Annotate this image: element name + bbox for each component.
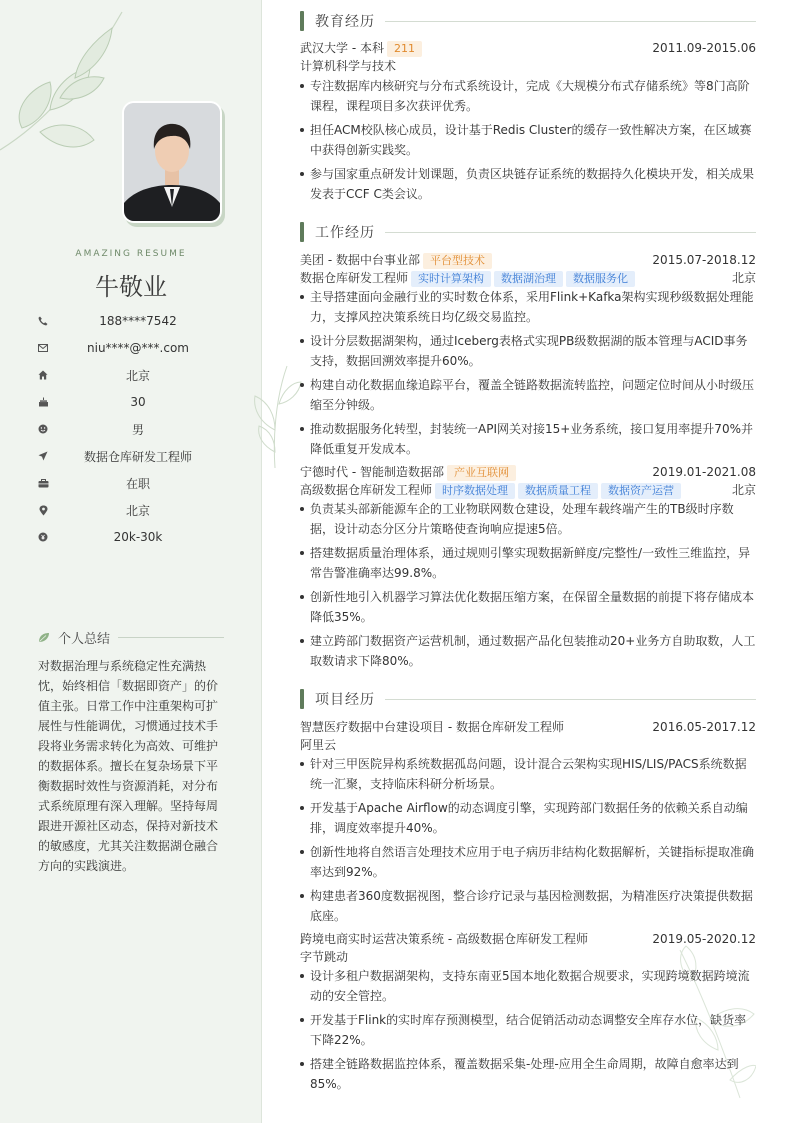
- education-section-header: [300, 11, 756, 31]
- section-divider: [385, 21, 756, 22]
- home-icon: [36, 368, 50, 382]
- job-bullet: 创新性地引入机器学习算法优化数据压缩方案，在保留全量数据的前提下将存储成本降低35%。: [300, 587, 756, 627]
- send-icon: [36, 449, 50, 463]
- project-bullet: 搭建全链路数据监控体系，覆盖数据采集-处理-应用全生命周期，故障自愈率达到85%。: [300, 1054, 756, 1094]
- info-email: [36, 339, 226, 357]
- info-phone: [36, 312, 226, 330]
- education-title: 教育经历: [315, 14, 375, 30]
- info-status: [36, 474, 226, 492]
- job-bullet: 负责某头部新能源车企的工业物联网数仓建设，处理车载终端产生的TB级时序数据，设计动态分区分片策略使查询响应提速5倍。: [300, 499, 756, 539]
- city-text: 北京: [125, 503, 150, 518]
- company-tag: 平台型技术: [423, 253, 492, 269]
- job-location: 北京: [731, 483, 756, 497]
- info-position: [36, 447, 226, 465]
- job-role-row: [300, 481, 756, 499]
- info-home: [36, 366, 226, 384]
- education-major: 计算机科学与技术: [300, 59, 397, 73]
- project-bullet: 开发基于Flink的实时库存预测模型，结合促销活动动态调整安全库存水位，缺货率下降22%。: [300, 1010, 756, 1050]
- cake-icon: [36, 395, 50, 409]
- project-bullet: 设计多租户数据湖架构，支持东南亚5国本地化数据合规要求，实现跨境数据跨境流动的安全管控。: [300, 966, 756, 1006]
- job-location: 北京: [731, 271, 756, 285]
- project-name: 智慧医疗数据中台建设项目 - 数据仓库研发工程师: [300, 720, 564, 734]
- candidate-name: 牛敬业: [95, 273, 167, 301]
- age-text: 30: [130, 395, 146, 409]
- school-tag: 211: [387, 41, 422, 57]
- projects-section-header: [300, 689, 756, 709]
- school-name: 武汉大学 - 本科: [300, 41, 384, 55]
- phone-icon: [36, 314, 50, 328]
- mail-icon: [36, 341, 50, 355]
- role-tag: 数据资产运营: [601, 483, 681, 499]
- work-title: 工作经历: [315, 225, 375, 241]
- resume-tagline: AMAZING RESUME: [75, 249, 187, 259]
- info-location: [36, 501, 226, 519]
- status-text: 在职: [125, 476, 150, 491]
- work-section-header: [300, 222, 756, 242]
- job-company: 美团 - 数据中台事业部: [300, 253, 420, 267]
- summary-title: 个人总结: [58, 631, 111, 647]
- section-divider: [385, 232, 756, 233]
- project-bullet: 创新性地将自然语言处理技术应用于电子病历非结构化数据解析，关键指标提取准确率达到92%。: [300, 842, 756, 882]
- sidebar: [0, 0, 262, 1123]
- project-bullet: 开发基于Apache Airflow的动态调度引擎，实现跨部门数据任务的依赖关系自动编排，调度效率提升40%。: [300, 798, 756, 838]
- section-divider: [385, 699, 756, 700]
- education-date: 2011.09-2015.06: [652, 41, 756, 55]
- location-pin-icon: [36, 503, 50, 517]
- project-title-row: [300, 930, 756, 948]
- section-marker: [300, 222, 304, 242]
- role-tag: 数据湖治理: [494, 271, 563, 287]
- salary-text: 20k-30k: [113, 530, 163, 544]
- summary-text: 对数据治理与系统稳定性充满热忱，始终相信「数据即资产」的价值主张。日常工作中注重架构可扩展性与性能调优，习惯通过技术手段将业务需求转化为高效、可维护的数据体系。擅长在复杂场景下平衡数据时效性与资源消耗，对分布式系统原理有深入理解。坚持每周跟进开源社区动态，保持对新技术的敏感度，尤其关注数据湖仓融合方向的实践演进。: [38, 659, 219, 873]
- role-tag: 时序数据处理: [435, 483, 515, 499]
- phone-text: 188****7542: [99, 314, 177, 328]
- summary-divider: [118, 637, 224, 638]
- job-role-row: [300, 269, 756, 287]
- summary-header: [38, 627, 224, 647]
- email-text: niu****@***.com: [87, 341, 189, 355]
- job-date: 2019.01-2021.08: [652, 465, 756, 479]
- briefcase-icon: [36, 476, 50, 490]
- hometown-text: 北京: [125, 368, 150, 383]
- project-date: 2019.05-2020.12: [652, 932, 756, 946]
- project-bullet: 构建患者360度数据视图，整合诊疗记录与基因检测数据，为精准医疗决策提供数据底座。: [300, 886, 756, 926]
- job-company-row: [300, 463, 756, 481]
- role-tag: 实时计算架构: [411, 271, 491, 287]
- info-age: [36, 393, 226, 411]
- project-date: 2016.05-2017.12: [652, 720, 756, 734]
- profile-photo: [124, 103, 220, 221]
- job-date: 2015.07-2018.12: [652, 253, 756, 267]
- job-bullet: 建立跨部门数据资产运营机制，通过数据产品化包装推动20+业务方自助取数，人工取数请求下降80%。: [300, 631, 756, 671]
- main-content: [300, 0, 756, 1123]
- section-marker: [300, 11, 304, 31]
- project-title-row: [300, 718, 756, 736]
- job-role: 高级数据仓库研发工程师: [300, 483, 433, 497]
- education-bullet: 担任ACM校队核心成员，设计基于Redis Cluster的缓存一致性解决方案，在区域赛中获得创新实践奖。: [300, 120, 756, 160]
- salary-icon: [36, 530, 50, 544]
- gender-text: 男: [131, 422, 144, 437]
- job-bullet: 搭建数据质量治理体系，通过规则引擎实现数据新鲜度/完整性/一致性三维监控，异常告警准确率达99.8%。: [300, 543, 756, 583]
- education-school-row: [300, 39, 756, 57]
- job-role: 数据仓库研发工程师: [300, 271, 409, 285]
- info-salary: [36, 528, 226, 546]
- leaf-icon: [38, 628, 50, 647]
- job-company-row: [300, 251, 756, 269]
- job-bullet: 构建自动化数据血缘追踪平台，覆盖全链路数据流转监控，问题定位时间从小时级压缩至分钟级。: [300, 375, 756, 415]
- education-bullet: 专注数据库内核研究与分布式系统设计，完成《大规模分布式存储系统》等8门高阶课程，课程项目多次获评优秀。: [300, 76, 756, 116]
- smiley-icon: [36, 422, 50, 436]
- company-tag: 产业互联网: [447, 465, 516, 481]
- photo-frame: [122, 101, 222, 223]
- project-org: 阿里云: [300, 738, 337, 752]
- job-company: 宁德时代 - 智能制造数据部: [300, 465, 444, 479]
- projects-title: 项目经历: [315, 692, 375, 708]
- project-name: 跨境电商实时运营决策系统 - 高级数据仓库研发工程师: [300, 932, 588, 946]
- job-bullet: 主导搭建面向金融行业的实时数仓体系，采用Flink+Kafka架构实现秒级数据处理能力，支撑风控决策系统日均亿级交易监控。: [300, 287, 756, 327]
- position-text: 数据仓库研发工程师: [83, 449, 192, 464]
- section-marker: [300, 689, 304, 709]
- job-bullet: 推动数据服务化转型，封装统一API网关对接15+业务系统，接口复用率提升70%并降低重复开发成本。: [300, 419, 756, 459]
- info-gender: [36, 420, 226, 438]
- job-bullet: 设计分层数据湖架构，通过Iceberg表格式实现PB级数据湖的版本管理与ACID事务支持，数据回溯效率提升60%。: [300, 331, 756, 371]
- education-bullet: 参与国家重点研发计划课题，负责区块链存证系统的数据持久化模块开发，相关成果发表于CCF C类会议。: [300, 164, 756, 204]
- role-tag: 数据质量工程: [518, 483, 598, 499]
- role-tag: 数据服务化: [566, 271, 635, 287]
- project-org: 字节跳动: [300, 950, 349, 964]
- project-bullet: 针对三甲医院异构系统数据孤岛问题，设计混合云架构实现HIS/LIS/PACS系统数据统一汇聚，支持临床科研分析场景。: [300, 754, 756, 794]
